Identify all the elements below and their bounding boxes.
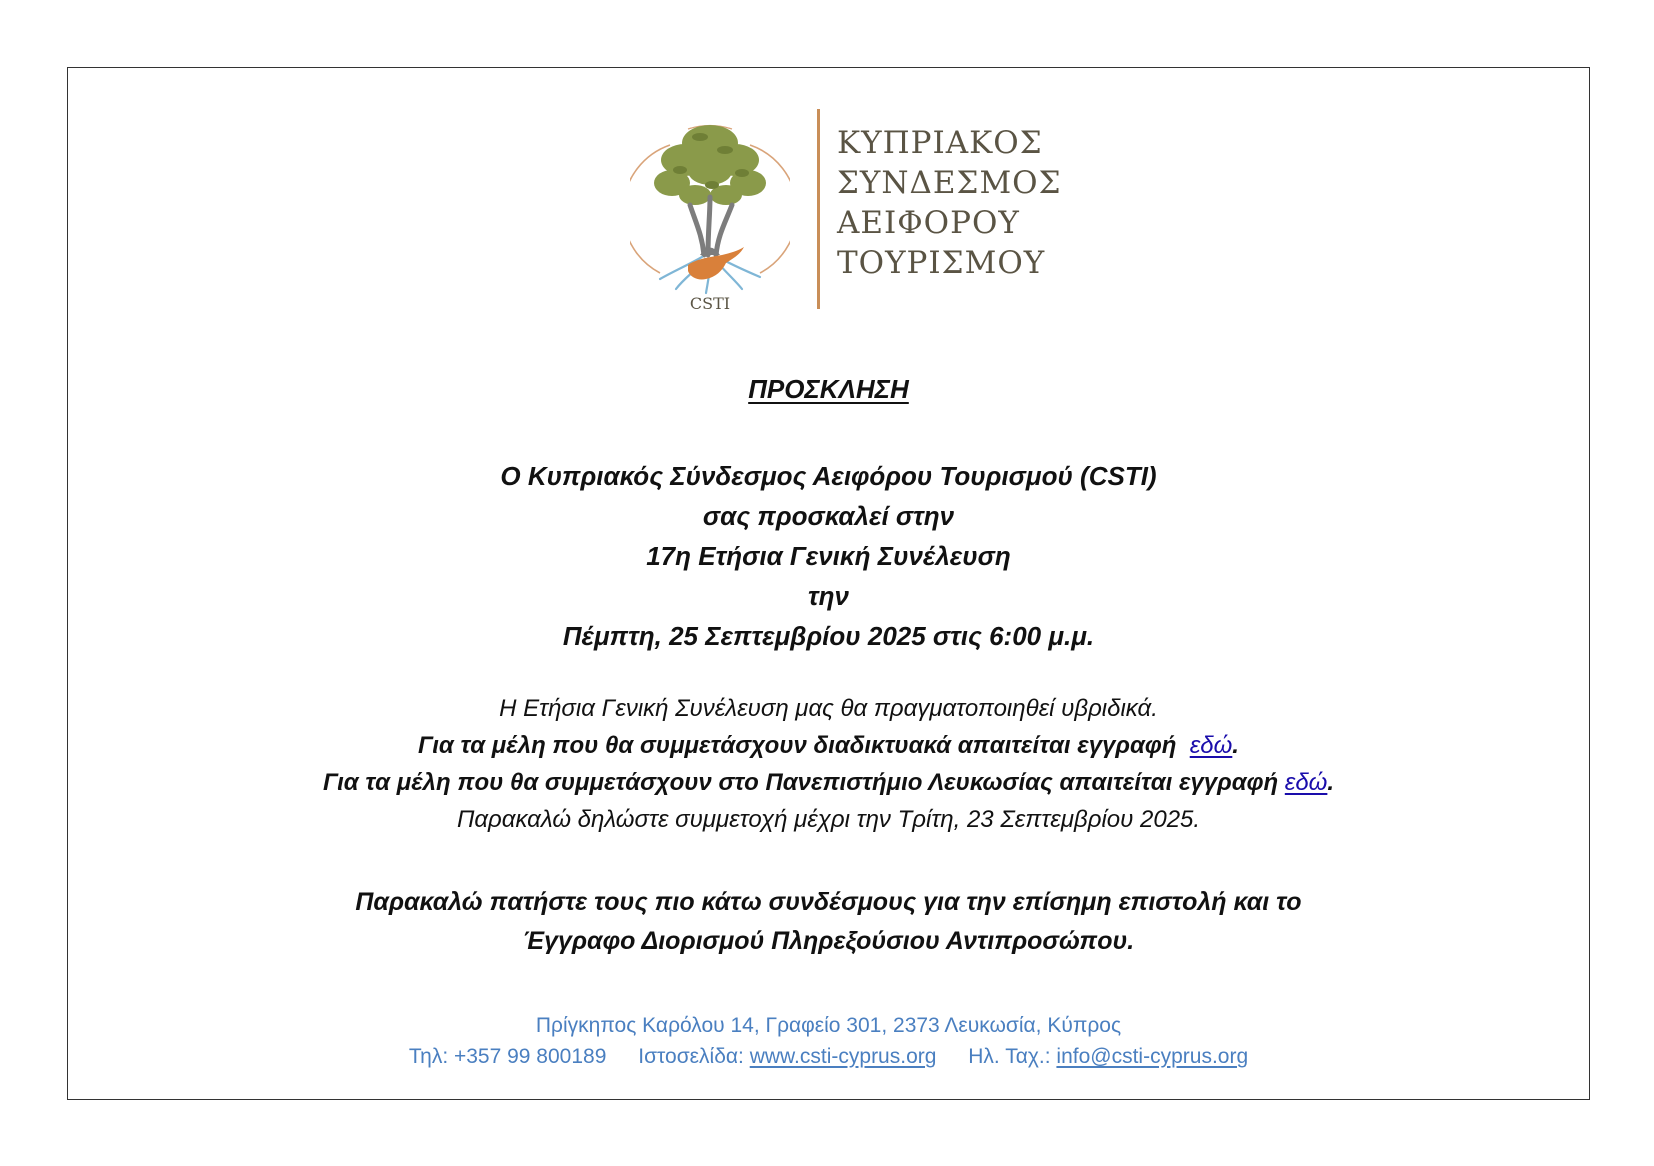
organisation-name-line: ΑΕΙΦΟΡΟΥ bbox=[837, 205, 1020, 241]
links-note-line: Παρακαλώ πατήστε τους πιο κάτω συνδέσμους για την επίσημη επιστολή και το bbox=[355, 888, 1302, 916]
in-person-registration-text: Για τα μέλη που θα συμμετάσχουν στο Πανεπιστήμιο Λευκωσίας απαιτείται εγγραφή bbox=[322, 769, 1279, 796]
deadline-note: Παρακαλώ δηλώστε συμμετοχή μέχρι την Τρίτη, 23 Σεπτεμβρίου 2025. bbox=[456, 806, 1201, 833]
footer-email-link[interactable]: info@csti-cyprus.org bbox=[1056, 1045, 1249, 1068]
organisation-name-line: ΚΥΠΡΙΑΚΟΣ bbox=[837, 125, 1043, 161]
footer-contacts bbox=[67, 1041, 1590, 1072]
online-registration-text: Για τα μέλη που θα συμμετάσχουν διαδικτυακά απαιτείται εγγραφή bbox=[418, 732, 1177, 759]
links-note-line: Έγγραφο Διορισμού Πληρεξούσιου Αντιπροσώπου. bbox=[522, 927, 1135, 955]
online-registration-link[interactable]: εδώ bbox=[1189, 732, 1233, 759]
emblem-label: CSTI bbox=[689, 294, 731, 313]
organisation-name bbox=[837, 123, 1062, 283]
invitation-line: 17η Ετήσια Γενική Συνέλευση bbox=[646, 541, 1011, 571]
organisation-name-line: ΣΥΝΔΕΣΜΟΣ bbox=[837, 165, 1062, 201]
olive-tree-emblem-icon bbox=[630, 105, 790, 320]
in-person-registration-link[interactable]: εδώ bbox=[1284, 769, 1328, 796]
links-note bbox=[67, 883, 1590, 961]
invitation-line: την bbox=[808, 581, 849, 611]
in-person-registration-line: Για τα μέλη που θα συμμετάσχουν στο Πανεπιστήμιο Λευκωσίας απαιτείται εγγραφή εδώ. bbox=[322, 769, 1335, 796]
footer-website-label: Ιστοσελίδα: bbox=[638, 1045, 744, 1068]
invitation-line: Ο Κυπριακός Σύνδεσμος Αειφόρου Τουρισμού (CSTI) bbox=[500, 461, 1157, 491]
hybrid-note: Η Ετήσια Γενική Συνέλευση μας θα πραγματοποιηθεί υβριδικά. bbox=[499, 695, 1158, 722]
meeting-details bbox=[67, 690, 1590, 838]
invitation-text bbox=[67, 456, 1590, 656]
logo-divider bbox=[817, 109, 820, 309]
invitation-line: σας προσκαλεί στην bbox=[702, 501, 955, 531]
invitation-date: Πέμπτη, 25 Σεπτεμβρίου 2025 στις 6:00 μ.μ. bbox=[562, 621, 1095, 651]
contact-footer bbox=[67, 1010, 1590, 1072]
footer-email-label: Ηλ. Ταχ.: bbox=[968, 1045, 1051, 1068]
organisation-name-line: ΤΟΥΡΙΣΜΟΥ bbox=[837, 245, 1046, 281]
online-registration-line: Για τα μέλη που θα συμμετάσχουν διαδικτυακά απαιτείται εγγραφή εδώ. bbox=[418, 732, 1239, 759]
footer-phone: Τηλ: +357 99 800189 bbox=[408, 1045, 607, 1068]
csti-logo bbox=[630, 105, 1062, 320]
footer-address: Πρίγκηπος Καρόλου 14, Γραφείο 301, 2373 Λευκωσία, Κύπρος bbox=[535, 1014, 1122, 1037]
footer-website-link[interactable]: www.csti-cyprus.org bbox=[749, 1045, 937, 1068]
invitation-title: ΠΡΟΣΚΛΗΣΗ bbox=[748, 374, 909, 404]
